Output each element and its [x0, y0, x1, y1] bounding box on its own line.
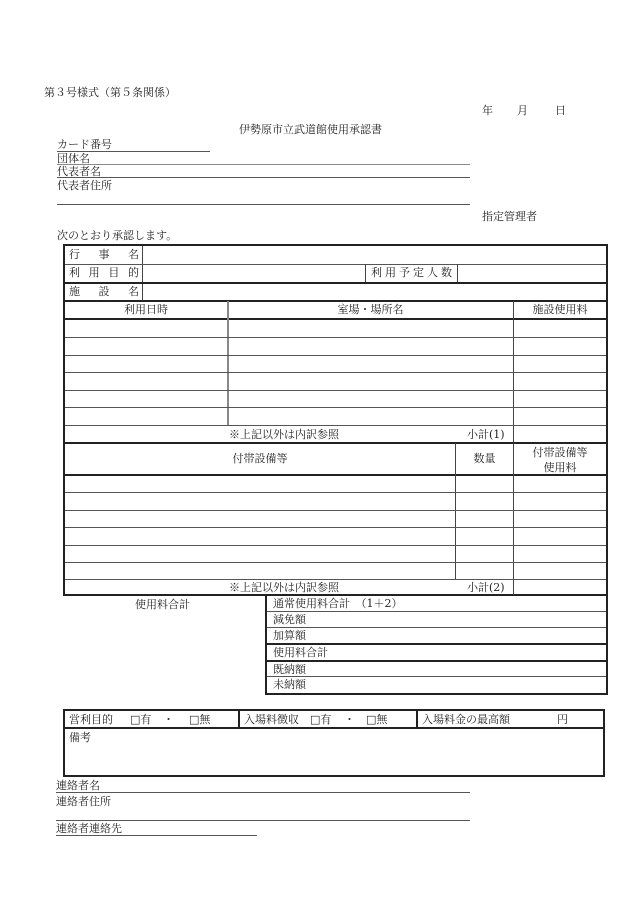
equipment-row[interactable] [65, 528, 606, 544]
max-fee-input[interactable] [515, 711, 555, 727]
designated-manager-label: 指定管理者 [482, 210, 537, 223]
reduction-row[interactable]: 減免額 [273, 613, 306, 626]
subtotal-1-label: 小計(1) [467, 428, 505, 441]
remarks-input[interactable] [105, 729, 601, 775]
note-2: ※上記以外は内訳参照 [229, 581, 339, 594]
equipment-row[interactable] [65, 511, 606, 527]
expected-attendees-input[interactable] [458, 264, 606, 282]
remarks-label: 備考 [69, 731, 91, 744]
representative-name-underline [57, 177, 470, 178]
fee-summary-label: 使用料合計 [135, 598, 190, 611]
options-table [63, 709, 605, 777]
normal-total-row[interactable]: 通常使用料合計 （1＋2） [273, 597, 403, 610]
document-title: 伊勢原市立武道館使用承認書 [239, 123, 382, 136]
profit-separator: ・ [163, 713, 174, 726]
admission-no-checkbox[interactable]: □無 [366, 713, 388, 726]
equipment-row[interactable] [65, 493, 606, 509]
max-fee-unit: 円 [557, 713, 568, 726]
main-table [63, 244, 608, 596]
profit-yes-checkbox[interactable]: □有 [130, 713, 152, 726]
equipment-row[interactable] [65, 476, 606, 492]
group-name-label[interactable]: 団体名 [57, 152, 90, 165]
contact-address-underline [56, 820, 470, 821]
representative-address-label[interactable]: 代表者住所 [57, 179, 112, 192]
contact-phone-underline [56, 835, 257, 836]
total-row[interactable]: 使用料合計 [273, 646, 328, 659]
header-quantity: 数量 [473, 452, 496, 465]
subtotal-2-value[interactable] [514, 580, 606, 595]
fee-summary-table [265, 595, 608, 695]
header-facility-fee: 施設使用料 [532, 303, 588, 316]
facility-row[interactable] [65, 391, 606, 408]
equipment-row[interactable] [65, 546, 606, 562]
representative-name-label[interactable]: 代表者名 [57, 165, 101, 178]
contact-name-underline [56, 792, 470, 793]
representative-address-underline [57, 204, 470, 205]
admission-label: 入場料徴収 [244, 713, 299, 726]
facility-row[interactable] [65, 338, 606, 355]
purpose-input[interactable] [143, 264, 365, 282]
date-day: 日 [555, 104, 566, 117]
form-number: 第３号様式（第５条関係） [44, 86, 176, 99]
header-equipment: 付帯設備等 [232, 452, 288, 465]
date-month: 月 [517, 104, 528, 117]
facility-name-label: 施 設 名 [69, 285, 139, 298]
paid-row[interactable]: 既納額 [273, 663, 306, 676]
header-equipment-fee: 付帯設備等 使用料 [532, 446, 588, 474]
date-year: 年 [482, 104, 493, 117]
subtotal-2-label: 小計(2) [467, 581, 505, 594]
facility-row[interactable] [65, 356, 606, 373]
facility-row[interactable] [65, 408, 606, 425]
group-name-underline [57, 164, 470, 165]
facility-row[interactable] [65, 373, 606, 390]
profit-no-checkbox[interactable]: □無 [189, 713, 211, 726]
purpose-label: 利 用 目 的 [69, 266, 139, 279]
admission-yes-checkbox[interactable]: □有 [310, 713, 332, 726]
header-room: 室場・場所名 [337, 303, 404, 316]
contact-name-label[interactable]: 連絡者名 [56, 779, 100, 792]
contact-address-label[interactable]: 連絡者住所 [56, 795, 111, 808]
expected-attendees-label: 利用予定人数 [371, 266, 455, 279]
facility-row[interactable] [65, 320, 606, 337]
note-1: ※上記以外は内訳参照 [229, 428, 339, 441]
equipment-row[interactable] [65, 563, 606, 579]
admission-separator: ・ [344, 713, 355, 726]
contact-phone-label[interactable]: 連絡者連絡先 [56, 822, 122, 835]
profit-label: 営利目的 [69, 713, 113, 726]
unpaid-row[interactable]: 未納額 [273, 678, 306, 691]
addition-row[interactable]: 加算額 [273, 629, 306, 642]
max-fee-label: 入場料金の最高額 [422, 713, 510, 726]
event-name-input[interactable] [143, 246, 606, 264]
event-name-label: 行 事 名 [69, 248, 139, 261]
subtotal-1-value[interactable] [514, 426, 606, 442]
facility-name-input[interactable] [143, 283, 606, 300]
approval-statement: 次のとおり承認します。 [57, 229, 178, 242]
header-datetime: 利用日時 [124, 303, 168, 316]
card-number-label[interactable]: カード番号 [57, 138, 112, 151]
